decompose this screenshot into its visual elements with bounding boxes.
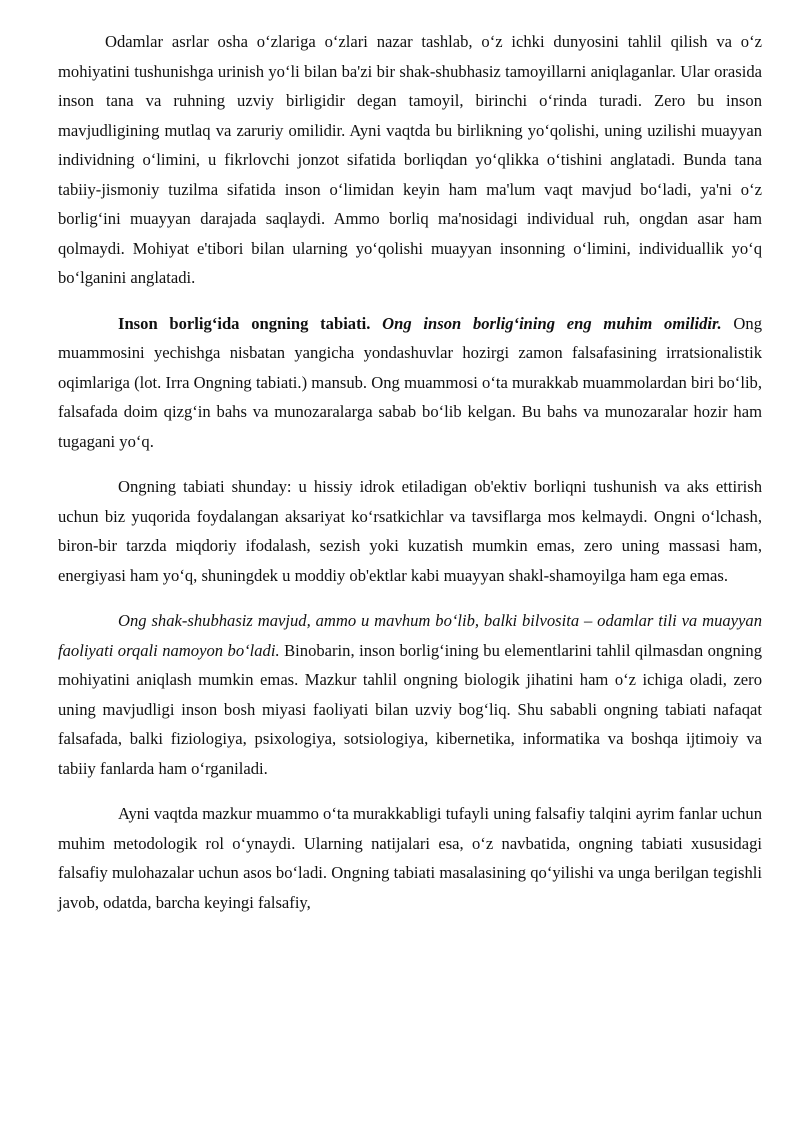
section-heading: Inson borlig‘ida ongning tabiati. (118, 313, 371, 333)
paragraph-2-text: Ong muammosini yechishga nisbatan yangicha yondashuvlar hozirgi zamon falsafasining irratsionalistik oqimlariga (lot. Irra Ongning tabiati.) mansub. Ong muammosi o‘ta murakkab muammolardan biri bo‘lib, falsafada doim qizg‘in bahs va munozaralarga sabab bo‘lib kelgan. Bu bahs va munozaralar hozir ham tugagani yo‘q. (58, 313, 762, 451)
paragraph-3-text: Ongning tabiati shunday: u hissiy idrok etiladigan ob'ektiv borliqni tushunish va aks ettirish uchun biz yuqorida foydalangan aksariyat ko‘rsatkichlar va tavsiflarga mos kelmaydi. Ongni o‘lchash, biron-bir tarzda miqdoriy ifodalash, sezish yoki kuzatish mumkin emas, zero uning massasi ham, energiyasi ham yo‘q, shuningdek u moddiy ob'ektlar kabi muayyan shakl-shamoyilga ham ega emas. (58, 477, 762, 585)
paragraph-5 (58, 799, 762, 917)
document-page (58, 27, 762, 933)
emphasis-statement: Ong inson borlig‘ining eng muhim omilidir. (382, 313, 722, 333)
paragraph-4-text: Binobarin, inson borlig‘ining bu elementlarini tahlil qilmasdan ongning mohiyatini aniqlash mumkin emas. Mazkur tahlil ongning biologik jihatini ham o‘z ichiga oladi, zero uning mavjudligi inson bosh miyasi faoliyati bilan uzviy bog‘liq. Shu sababli ongning tabiati nafaqat falsafada, balki fiziologiya, psixologiya, sotsiologiya, kibernetika, informatika va boshqa ijtimoiy va tabiiy fanlarda ham o‘rganiladi. (58, 640, 763, 778)
paragraph-1-text: Odamlar asrlar osha o‘zlariga o‘zlari nazar tashlab, o‘z ichki dunyosini tahlil qilish va o‘z mohiyatini tushunishga urinish yo‘li bilan ba'zi bir shak-shubhasiz tamoyillarni aniqlaganlar. Ular orasida inson tana va ruhning uzviy birligidir degan tamoyil, birinchi o‘rinda turadi. Zero bu inson mavjudligining mutlaq va zaruriy omilidir. Ayni vaqtda bu birlikning yo‘qolishi, uning uzilishi muayyan individning o‘limini, u fikrlovchi jonzot sifatida borliqdan yo‘qlikka o‘tishini anglatadi. Bunda tana tabiiy-jismoniy tuzilma sifatida inson o‘limidan keyin ham ma'lum vaqt mavjud bo‘ladi, ya'ni o‘z borlig‘ini muayyan darajada saqlaydi. Ammo borliq ma'nosidagi individual ruh, ongdan asar ham qolmaydi. Mohiyat e'tibori bilan ularning yo‘qolishi muayyan insonning o‘limini, individuallik yo‘q bo‘lganini anglatadi. (58, 32, 762, 287)
paragraph-2 (58, 309, 762, 457)
italic-statement: Ong shak-shubhasiz mavjud, ammo u mavhum bo‘lib, balki bilvosita – odamlar tili va muayyan faoliyati orqali namoyon bo‘ladi. (58, 611, 762, 660)
paragraph-5-text: Ayni vaqtda mazkur muammo o‘ta murakkabligi tufayli uning falsafiy talqini ayrim fanlar uchun muhim metodologik rol o‘ynaydi. Ularning natijalari esa, o‘z navbatida, ongning tabiati xususidagi falsafiy mulohazalar uchun asos bo‘ladi. Ongning tabiati masalasining qo‘yilishi va unga berilgan tegishli javob, odatda, barcha keyingi falsafiy, (58, 804, 762, 912)
paragraph-3 (58, 472, 762, 590)
paragraph-1 (58, 27, 762, 293)
paragraph-4 (58, 606, 762, 783)
